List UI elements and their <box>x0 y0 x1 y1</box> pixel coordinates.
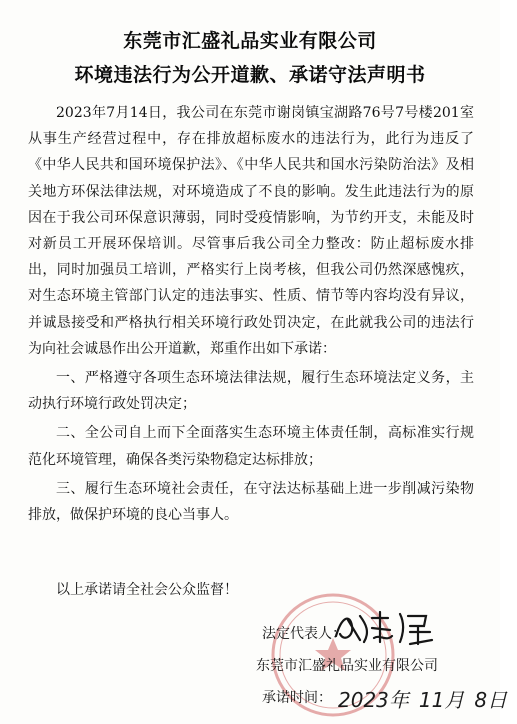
signing-company-name: 东莞市汇盛礼品实业有限公司 <box>256 658 438 674</box>
date-year: 2023年 <box>338 688 409 712</box>
closing-statement: 以上承诺请全社会公众监督！ <box>56 582 238 598</box>
commitment-date-label: 承诺时间： <box>262 690 332 706</box>
date-month: 11月 <box>418 688 465 712</box>
statement-body <box>28 100 474 528</box>
paragraph-commitment-2: 二、全公司自上而下全面落实生态环境主体责任制，高标准实行规范化环境管理，确保各类污染物稳定达标排放； <box>28 425 474 468</box>
paragraph-commitment-3: 三、履行生态环境社会责任，在守法达标基础上进一步削减污染物排放，做保护环境的良心当事人。 <box>28 480 474 524</box>
commitment-date-handwritten <box>338 684 517 713</box>
company-title: 东莞市汇盛礼品实业有限公司 <box>123 30 377 52</box>
statement-title: 环境违法行为公开道歉、承诺守法声明书 <box>74 64 426 86</box>
paragraph-intro: 2023年7月14日，我公司在东莞市谢岗镇宝湖路76号7号楼201室从事生产经营过程中，存在排放超标废水的违法行为，此行为违反了《中华人民共和国环境保护法》、《中华人民共和国水污染防治法》及相关地方环保法律法规，对环境造成了不良的影响。发生此违法行为的原因在于我公司环保意识薄弱，同时受疫情影响，为节约开支，未能及时对新员工开展环保培训。尽管事后我公司全力整改：防止超标废水排出，同时加强员工培训，严格实行上岗考核，但我公司仍然深感愧疚，对生态环境主管部门认定的违法事实、性质、情节等内容均没有异议，并诚恳接受和严格执行相关环境行政处罚决定，在此就我公司的违法行为向社会诚恳作出公开道歉，郑重作出如下承诺： <box>28 105 474 357</box>
date-day: 8日 <box>474 688 508 712</box>
paragraph-commitment-1: 一、严格遵守各项生态环境法律法规，履行生态环境法定义务，主动执行环境行政处罚决定； <box>28 370 474 413</box>
handwritten-signature-icon <box>330 606 450 650</box>
legal-representative-label: 法定代表人： <box>262 626 346 642</box>
